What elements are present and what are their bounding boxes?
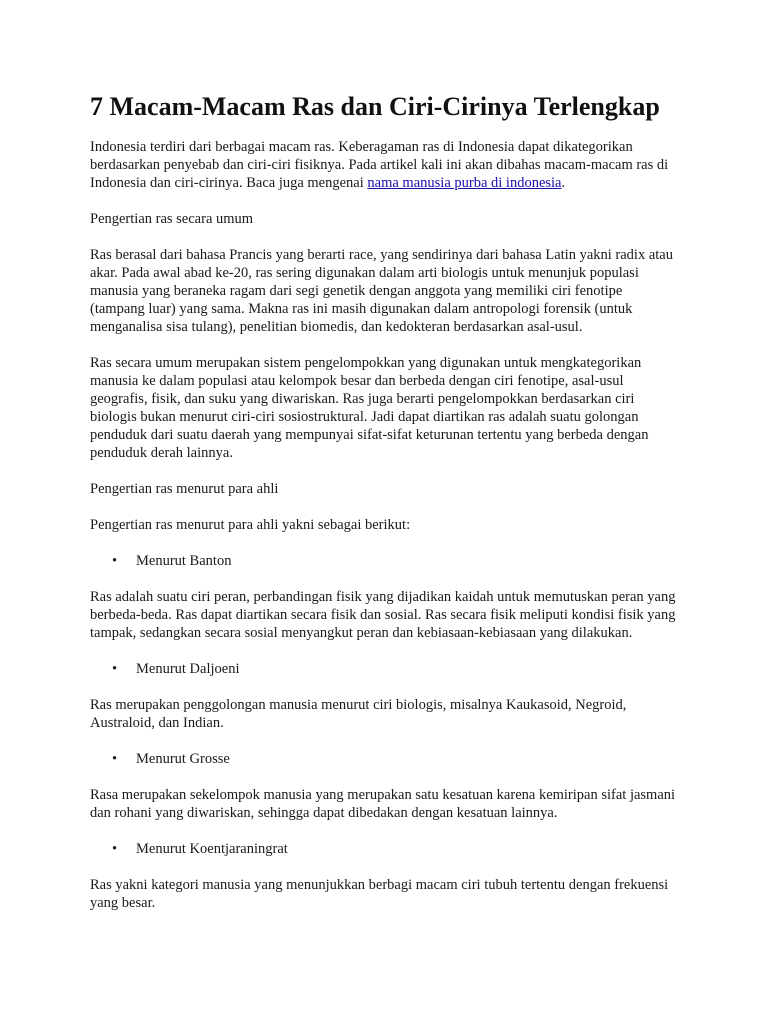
bullet-icon: • — [112, 841, 118, 857]
list-item — [112, 660, 680, 678]
intro-paragraph — [90, 138, 680, 192]
bullet-icon: • — [112, 661, 118, 677]
pengertian-ahli-intro: Pengertian ras menurut para ahli yakni sebagai berikut: — [90, 517, 411, 533]
expert-definition: Ras yakni kategori manusia yang menunjukkan berbagi macam ciri tubuh tertentu dengan frekuensi yang besar. — [90, 877, 669, 911]
intro-text: Indonesia terdiri dari berbagai macam ras. Keberagaman ras di Indonesia dapat dikategorikan berdasarkan penyebab dan ciri-ciri fisiknya. Pada artikel kali ini akan dibahas macam-macam ras di Indonesia dan ciri-cirinya. Baca juga mengenai — [90, 139, 669, 191]
expert-name: Menurut Banton — [136, 553, 232, 569]
list-item — [112, 552, 680, 570]
section-heading-pengertian-ahli: Pengertian ras menurut para ahli — [90, 481, 279, 497]
bullet-icon: • — [112, 553, 118, 569]
expert-list-banton — [90, 552, 680, 570]
expert-definition: Ras merupakan penggolongan manusia menurut ciri biologis, misalnya Kaukasoid, Negroid, Australoid, dan Indian. — [90, 697, 627, 731]
expert-list-grosse — [90, 750, 680, 768]
paragraph-ras-umum: Ras secara umum merupakan sistem pengelompokkan yang digunakan untuk mengkategorikan manusia ke dalam populasi atau kelompok besar dan berbeda dengan ciri fenotipe, asal-usul geografis, fisik, dan suku yang diwariskan. Ras juga berarti pengelompokkan berdasarkan ciri biologis bukan menurut ciri-ciri sosiostruktural. Jadi dapat diartikan ras adalah suatu golongan penduduk dari suatu daerah yang mempunyai sifat-sifat keturunan tertentu yang berbeda dengan penduduk derah lainnya. — [90, 355, 649, 461]
bullet-icon: • — [112, 751, 118, 767]
expert-name: Menurut Koentjaraningrat — [136, 841, 288, 857]
list-item — [112, 750, 680, 768]
manusia-purba-link[interactable]: nama manusia purba di indonesia — [367, 175, 562, 191]
paragraph-ras-asal: Ras berasal dari bahasa Prancis yang berarti race, yang sendirinya dari bahasa Latin yakni radix atau akar. Pada awal abad ke-20, ras sering digunakan dalam arti biologis untuk menunjuk populasi manusia yang beraneka ragam dari segi genetik dengan anggota yang memiliki ciri fenotipe (tampang luar) yang sama. Makna ras ini masih digunakan dalam antropologi forensik (untuk menganalisa sisa tulang), penelitian biomedis, dan kedokteran berdasarkan asal-usul. — [90, 247, 673, 335]
intro-text-end: . — [561, 175, 566, 191]
expert-list-koentjaraningrat — [90, 840, 680, 858]
expert-definition: Ras adalah suatu ciri peran, perbandingan fisik yang dijadikan kaidah untuk memutuskan peran yang berbeda-beda. Ras dapat diartikan secara fisik dan sosial. Ras secara fisik meliputi kondisi fisik yang tampak, sedangkan secara sosial menyangkut peran dan kebiasaan-kebiasaan yang dilakukan. — [90, 589, 676, 641]
expert-definition: Rasa merupakan sekelompok manusia yang merupakan satu kesatuan karena kemiripan sifat jasmani dan rohani yang diwariskan, sehingga dapat dibedakan dengan kesatuan lainnya. — [90, 787, 676, 821]
document-title: 7 Macam-Macam Ras dan Ciri-Cirinya Terlengkap — [90, 92, 660, 121]
document-page — [90, 90, 680, 930]
expert-list-daljoeni — [90, 660, 680, 678]
list-item — [112, 840, 680, 858]
expert-name: Menurut Grosse — [136, 751, 230, 767]
expert-name: Menurut Daljoeni — [136, 661, 240, 677]
section-heading-pengertian-umum: Pengertian ras secara umum — [90, 211, 254, 227]
